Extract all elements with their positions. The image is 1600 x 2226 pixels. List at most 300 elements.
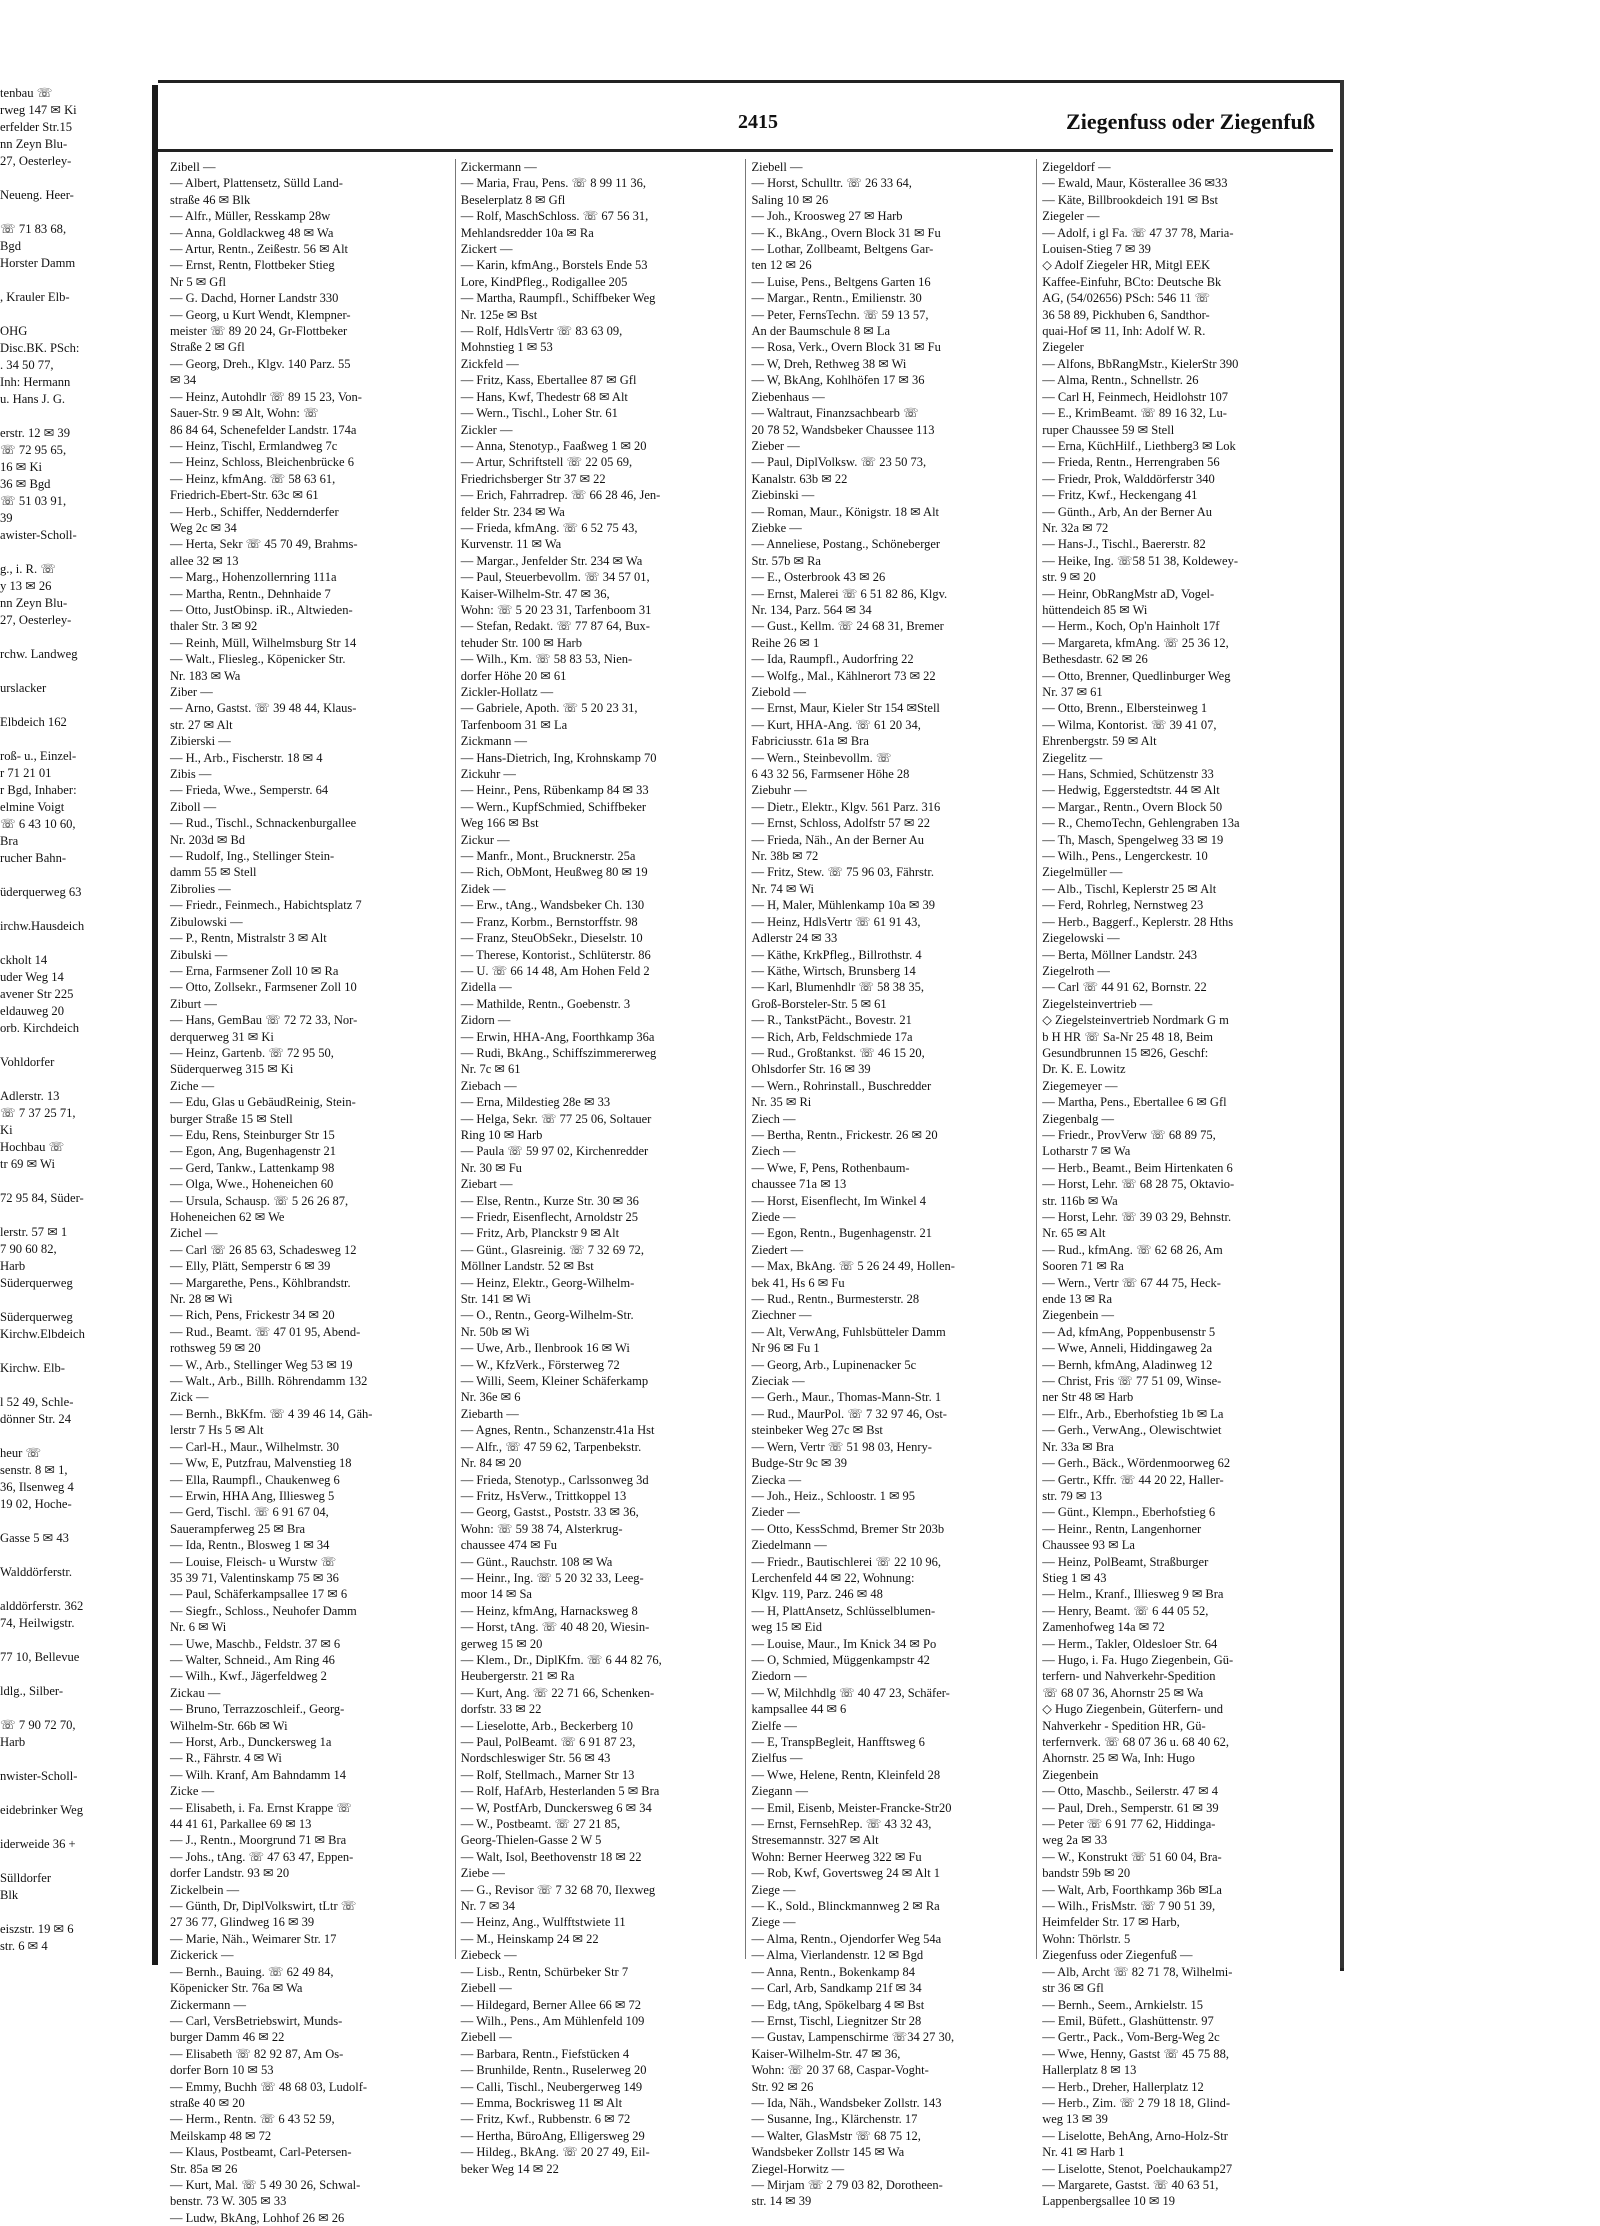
directory-entry-line: — Friedr, Prok, Walddörferstr 340 — [1042, 471, 1215, 486]
directory-entry-line: Ziegemeyer — — [1042, 1078, 1118, 1093]
directory-entry-line: str 36 ✉ Gfl — [1042, 1981, 1104, 1996]
directory-entry-line: 44 41 61, Parkallee 69 ✉ 13 — [170, 1817, 312, 1832]
left-fragment-line — [0, 1700, 150, 1717]
directory-entry-line: 27 36 77, Glindweg 16 ✉ 39 — [170, 1915, 315, 1930]
directory-entry-line: — Gerh., Bäck., Wördenmoorweg 62 — [1042, 1456, 1231, 1471]
directory-entry-line: Zickelbein — — [170, 1882, 240, 1897]
directory-entry-line: Wohn: ☏ 5 20 23 31, Tarfenboom 31 — [460, 602, 652, 617]
left-fragment-line: 7 90 60 82, — [0, 1242, 57, 1256]
directory-entry-line: — Waltraut, Finanzsachbearb ☏ — [751, 406, 919, 421]
directory-entry-line: — Heinr, ObRangMstr aD, Vogel- — [1042, 586, 1215, 601]
left-fragment-line: dönner Str. 24 — [0, 1412, 72, 1426]
directory-entry-line: — Bernh., BkKfm. ☏ 4 39 46 14, Gäh- — [170, 1406, 373, 1421]
directory-entry-line: ◇ Hugo Ziegenbein, Güterfern- und — [1042, 1702, 1223, 1717]
directory-entry-line: — Margarete, Gastst. ☏ 40 63 51, — [1042, 2177, 1219, 2192]
left-fragment-line: ☏ 71 83 68, — [0, 222, 67, 236]
directory-entry-line: Ziegann — — [751, 1784, 809, 1799]
directory-entry-line: quai-Hof ✉ 11, Inh: Adolf W. R. — [1042, 324, 1206, 339]
directory-entry-line: — Wern., Tischl., Loher Str. 61 — [460, 406, 618, 421]
directory-entry-line: — Frieda, kfmAng. ☏ 6 52 75 43, — [460, 520, 638, 535]
directory-entry-line: — Louise, Fleisch- u Wurstw ☏ — [170, 1554, 337, 1569]
directory-entry-line: Zickerick — — [170, 1948, 234, 1963]
directory-entry-line: — Gust., Kellm. ☏ 24 68 31, Bremer — [751, 619, 944, 634]
directory-entry-line: — Bernh, kfmAng, Aladinweg 12 — [1042, 1357, 1213, 1372]
directory-entry-line: Wilhelm-Str. 66b ✉ Wi — [170, 1718, 288, 1733]
directory-entry-line: Nr. 65 ✉ Alt — [1042, 1226, 1106, 1241]
directory-entry-line: weg 15 ✉ Eid — [751, 1620, 823, 1635]
directory-entry-line: — Martha, Raumpfl., Schiffbeker Weg — [460, 291, 656, 306]
directory-entry-line: — E., Osterbrook 43 ✉ 26 — [751, 570, 886, 585]
directory-entry-line: — Otto, KessSchmd, Bremer Str 203b — [751, 1521, 945, 1536]
directory-entry-line: — Erw., tAng., Wandsbeker Ch. 130 — [460, 898, 645, 913]
directory-entry-line: Zidek — — [460, 881, 506, 896]
directory-entry-line: — Heinz, HdlsVertr ☏ 61 91 43, — [751, 914, 921, 929]
directory-entry-line: Dr. K. E. Lowitz — [1042, 1062, 1126, 1077]
directory-entry-line: — Helm., Kranf., Illiesweg 9 ✉ Bra — [1042, 1587, 1224, 1602]
directory-entry-line: ende 13 ✉ Ra — [1042, 1292, 1113, 1307]
left-fragment-line: erstr. 12 ✉ 39 — [0, 426, 71, 440]
left-fragment-line: y 13 ✉ 26 — [0, 579, 52, 593]
left-fragment-line — [0, 629, 150, 646]
left-fragment-line: Harb — [0, 1735, 26, 1749]
left-fragment-line: nn Zeyn Blu- — [0, 596, 68, 610]
directory-entry-line: Ziebart — — [460, 1177, 513, 1192]
directory-entry-line: beker Weg 14 ✉ 22 — [460, 2161, 559, 2176]
left-fragment-line: l 52 49, Schle- — [0, 1395, 74, 1409]
directory-entry-line: dorfer Höhe 20 ✉ 61 — [460, 668, 567, 683]
directory-entry-line: Ziegel-Horwitz — — [751, 2161, 845, 2176]
directory-entry-line: — Rolf, Stellmach., Marner Str 13 — [460, 1767, 635, 1782]
left-fragment-line: uder Weg 14 — [0, 970, 64, 984]
directory-entry-line: — Alfons, BbRangMstr., KielerStr 390 — [1042, 356, 1239, 371]
directory-entry-line: str. 116b ✉ Wa — [1042, 1193, 1118, 1208]
directory-entry-line: Köpenicker Str. 76a ✉ Wa — [170, 1981, 303, 1996]
directory-entry-line: — Fritz, Kwf., Heckengang 41 — [1042, 488, 1198, 503]
directory-entry-line: — Heinr., Ing. ☏ 5 20 32 33, Leeg- — [460, 1570, 644, 1585]
directory-entry-line: Zickau — — [170, 1685, 221, 1700]
directory-entry-line: — Käthe, KrkPfleg., Billrothstr. 4 — [751, 947, 922, 962]
directory-entry-line: Zieciak — — [751, 1374, 805, 1389]
directory-entry-line: Sauer-Str. 9 ✉ Alt, Wohn: ☏ — [170, 406, 319, 421]
page-title: Ziegenfuss oder Ziegenfuß — [1066, 109, 1315, 134]
directory-entry-line: — Hans-Dietrich, Ing, Krohnskamp 70 — [460, 750, 657, 765]
directory-entry-line: Ziebell — — [751, 160, 803, 174]
directory-entry-line: Zickler — — [460, 422, 513, 437]
directory-entry-line: Ziebach — — [460, 1078, 517, 1093]
directory-entry-line: Ziburt — — [170, 996, 217, 1011]
directory-entry-line: — Artur, Rentn., Zeißestr. 56 ✉ Alt — [170, 242, 349, 257]
directory-entry-line: — Rolf, HafArb, Hesterlanden 5 ✉ Bra — [460, 1784, 660, 1799]
directory-entry-line: — Herm., Takler, Oldesloer Str. 64 — [1042, 1636, 1218, 1651]
directory-entry-line: Ziech — — [751, 1111, 796, 1126]
directory-entry-line: — Carl ☏ 26 85 63, Schadesweg 12 — [170, 1242, 357, 1257]
directory-entry-line: — Hertha, BüroAng, Elligersweg 29 — [460, 2128, 645, 2143]
directory-entry-line: — Bruno, Terrazzoschleif., Georg- — [170, 1702, 345, 1717]
left-fragment-line: Adlerstr. 13 — [0, 1089, 60, 1103]
directory-entry-line: Ziegeler — [1042, 340, 1084, 355]
directory-entry-line: Weg 2c ✉ 34 — [170, 520, 237, 535]
directory-entry-line: — Horst, Eisenflecht, Im Winkel 4 — [751, 1193, 927, 1208]
left-fragment-line: 39 — [0, 511, 13, 525]
directory-entry-line: — Alt, VerwAng, Fuhlsbütteler Damm — [751, 1324, 946, 1339]
directory-entry-line: Tarfenboom 31 ✉ La — [460, 717, 568, 732]
directory-entry-line: chaussee 474 ✉ Fu — [460, 1538, 557, 1553]
directory-entry-line: — Rich, Arb, Feldschmiede 17a — [751, 1029, 913, 1044]
directory-entry-line: — Ida, Näh., Wandsbeker Zollstr. 143 — [751, 2095, 942, 2110]
directory-entry-line: Stieg 1 ✉ 43 — [1042, 1570, 1107, 1585]
directory-entry-line: — Carl ☏ 44 91 62, Bornstr. 22 — [1042, 980, 1207, 995]
directory-entry-line: — Hans-J., Tischl., Baererstr. 82 — [1042, 537, 1206, 552]
directory-entry-line: — Anna, Rentn., Bokenkamp 84 — [751, 1964, 915, 1979]
directory-entry-line: — Herb., Zim. ☏ 2 79 18 18, Glind- — [1042, 2095, 1231, 2110]
directory-entry-line: ten 12 ✉ 26 — [751, 258, 812, 273]
directory-entry-line: Sooren 71 ✉ Ra — [1042, 1259, 1124, 1274]
left-fragment-line — [0, 901, 150, 918]
directory-entry-line: — Egon, Ang, Bugenhagenstr 21 — [170, 1144, 336, 1159]
left-fragment-line: avener Str 225 — [0, 987, 74, 1001]
left-fragment-line: Neueng. Heer- — [0, 188, 74, 202]
directory-entry-line: Ziebinski — — [751, 488, 815, 503]
directory-entry-line: — Fritz, Kass, Ebertallee 87 ✉ Gfl — [460, 373, 637, 388]
directory-entry-line: burger Straße 15 ✉ Stell — [170, 1111, 293, 1126]
directory-entry-line: — Rich, ObMont, Heußweg 80 ✉ 19 — [460, 865, 648, 880]
directory-entry-line: — Carl, Arb, Sandkamp 21f ✉ 34 — [751, 1981, 922, 1996]
left-fragment-line — [0, 1819, 150, 1836]
left-fragment-line: iderweide 36 + — [0, 1837, 76, 1851]
directory-entry-line: — Karin, kfmAng., Borstels Ende 53 — [460, 258, 648, 273]
directory-entry-line: ☏ 68 07 36, Ahornstr 25 ✉ Wa — [1042, 1685, 1204, 1700]
directory-entry-line: — Hans, Kwf, Thedestr 68 ✉ Alt — [460, 389, 628, 404]
directory-entry-line: — Rudi, BkAng., Schiffszimmererweg — [460, 1045, 657, 1060]
directory-entry-line: ner Str 48 ✉ Harb — [1042, 1390, 1134, 1405]
directory-entry-line: — Günt., Glasreinig. ☏ 7 32 69 72, — [460, 1242, 645, 1257]
left-fragment-line: senstr. 8 ✉ 1, — [0, 1463, 68, 1477]
page-header — [158, 83, 1333, 145]
directory-entry-line: — Kurt, Ang. ☏ 22 71 66, Schenken- — [460, 1685, 655, 1700]
left-fragment-line — [0, 935, 150, 952]
directory-entry-line: — Rud., Großtankst. ☏ 46 15 20, — [751, 1045, 925, 1060]
directory-entry-line: — Walt, Arb, Foorthkamp 36b ✉La — [1042, 1882, 1222, 1897]
directory-entry-line: — Adolf, i gl Fa. ☏ 47 37 78, Maria- — [1042, 225, 1234, 240]
left-fragment-line: Bgd — [0, 239, 21, 253]
directory-entry-line: Zickur — — [460, 832, 510, 847]
directory-entry-line: Lappenbergsallee 10 ✉ 19 — [1042, 2194, 1175, 2209]
directory-entry-line: — Ida, Rentn., Blosweg 1 ✉ 34 — [170, 1538, 330, 1553]
directory-entry-line: — Liselotte, Stenot, Poelchaukamp27 — [1042, 2161, 1233, 2176]
directory-entry-line: — Gerh., VerwAng., Olewischtwiet — [1042, 1423, 1222, 1438]
directory-entry-line: — Günth., Arb, An der Berner Au — [1042, 504, 1212, 519]
directory-entry-line: tehuder Str. 100 ✉ Harb — [460, 635, 582, 650]
directory-entry-line: Zickermann — — [170, 1997, 247, 2012]
directory-entry-line: — Arno, Gastst. ☏ 39 48 44, Klaus- — [170, 701, 357, 716]
directory-entry-line: — Ernst, Tischl, Liegnitzer Str 28 — [751, 2013, 922, 2028]
directory-entry-line: Nr. 30 ✉ Fu — [460, 1160, 522, 1175]
left-fragment-line — [0, 1071, 150, 1088]
left-fragment-line: rchw. Landweg — [0, 647, 78, 661]
directory-entry-line: — Frieda, Stenotyp., Carlssonweg 3d — [460, 1472, 649, 1487]
directory-entry-line: — Christ, Fris ☏ 77 51 09, Winse- — [1042, 1374, 1222, 1389]
directory-entry-line: 86 84 64, Schenefelder Landstr. 174a — [170, 422, 357, 437]
left-fragment-line: ckholt 14 — [0, 953, 48, 967]
directory-entry-line: Ziege — — [751, 1882, 796, 1897]
directory-entry-line: — Wilh., Pens., Lengerckestr. 10 — [1042, 849, 1208, 864]
directory-entry-line: Ziegenbein — — [1042, 1308, 1115, 1323]
directory-entry-line: Nr. 74 ✉ Wi — [751, 881, 814, 896]
directory-entry-line: — W, Milchhdlg ☏ 40 47 23, Schäfer- — [751, 1685, 950, 1700]
directory-entry-line: — Emma, Bockrisweg 11 ✉ Alt — [460, 2095, 623, 2110]
column-separator — [1036, 159, 1037, 1959]
directory-entry-line: — Heinz, PolBeamt, Straßburger — [1042, 1554, 1209, 1569]
directory-entry-line: Ziebuhr — — [751, 783, 807, 798]
left-fragment-line — [0, 272, 150, 289]
directory-entry-line: — M., Heinskamp 24 ✉ 22 — [460, 1931, 599, 1946]
left-fragment-line: Inh: Hermann — [0, 375, 71, 389]
directory-entry-line: — Bertha, Rentn., Frickestr. 26 ✉ 20 — [751, 1127, 938, 1142]
directory-entry-line: — Herb., Baggerf., Keplerstr. 28 Hths — [1042, 914, 1234, 929]
directory-entry-line: — Hugo, i. Fa. Hugo Ziegenbein, Gü- — [1042, 1652, 1234, 1667]
directory-entry-line: Ziegenfuss oder Ziegenfuß — — [1042, 1948, 1193, 1963]
directory-entry-line: Bethesdastr. 62 ✉ 26 — [1042, 652, 1148, 667]
directory-entry-line: Georg-Thielen-Gasse 2 W 5 — [460, 1833, 602, 1848]
directory-entry-line: — Günt., Klempn., Eberhofstieg 6 — [1042, 1505, 1216, 1520]
directory-entry-line: Zickler-Hollatz — — [460, 685, 554, 699]
directory-entry-line: str. 14 ✉ 39 — [751, 2194, 812, 2209]
directory-entry-line: — Alma, Vierlandenstr. 12 ✉ Bgd — [751, 1948, 924, 1963]
directory-entry-line: Nr 96 ✉ Fu 1 — [751, 1341, 820, 1356]
left-fragment-line: 36, Ilsenweg 4 — [0, 1480, 74, 1494]
left-fragment-line: Horster Damm — [0, 256, 76, 270]
directory-entry-line: benstr. 73 W. 305 ✉ 33 — [170, 2194, 287, 2209]
directory-entry-line: — Günt., Rauchstr. 108 ✉ Wa — [460, 1554, 613, 1569]
directory-entry-line: — Paul, DiplVolksw. ☏ 23 50 73, — [751, 455, 927, 470]
directory-entry-line: — Kurt, Mal. ☏ 5 49 30 26, Schwal- — [170, 2177, 361, 2192]
directory-entry-line: — Horst, Arb., Dunckersweg 1a — [170, 1735, 332, 1749]
directory-entry-line: — Heinz, Tischl, Ermlandweg 7c — [170, 438, 338, 453]
directory-entry-line: Friedrichsberger Str 37 ✉ 22 — [460, 471, 606, 486]
directory-entry-line: — Friedr, Eisenflecht, Arnoldstr 25 — [460, 1210, 638, 1224]
left-fragment-line — [0, 1904, 150, 1921]
directory-entry-line: — Erna, Mildestieg 28e ✉ 33 — [460, 1095, 611, 1110]
directory-entry-line: — Marie, Näh., Weimarer Str. 17 — [170, 1931, 337, 1946]
directory-entry-line: — Edu, Glas u GebäudReinig, Stein- — [170, 1095, 356, 1110]
column-separator — [745, 159, 746, 1959]
directory-entry-line: Stresemannstr. 327 ✉ Alt — [751, 1833, 879, 1848]
directory-entry-line: — Gerh., Maur., Thomas-Mann-Str. 1 — [751, 1390, 942, 1405]
directory-entry-line: Kurvenstr. 11 ✉ Wa — [460, 537, 562, 552]
directory-entry-line: — Frieda, Rentn., Herrengraben 56 — [1042, 455, 1220, 470]
directory-entry-line: Wohn: Thörlstr. 5 — [1042, 1931, 1131, 1946]
directory-entry-line: — Emil, Büfett., Glashüttenstr. 97 — [1042, 2013, 1214, 2028]
directory-columns — [166, 159, 1326, 2225]
directory-entry-line: Nr. 134, Parz. 564 ✉ 34 — [751, 602, 872, 617]
directory-entry-line: Süderquerweg 315 ✉ Ki — [170, 1062, 294, 1077]
directory-entry-line: — Erich, Fahrradrep. ☏ 66 28 46, Jen- — [460, 488, 661, 503]
directory-entry-line: moor 14 ✉ Sa — [460, 1587, 532, 1602]
directory-entry-line: — Georg, Dreh., Klgv. 140 Parz. 55 — [170, 356, 351, 371]
left-fragment-line — [0, 1581, 150, 1598]
left-fragment-line: u. Hans J. G. — [0, 392, 66, 406]
directory-entry-line: Kaiser-Wilhelm-Str. 47 ✉ 36, — [751, 2046, 901, 2061]
directory-entry-line: derquerweg 31 ✉ Ki — [170, 1029, 274, 1044]
directory-entry-line: — Horst, Schulltr. ☏ 26 33 64, — [751, 176, 912, 191]
directory-entry-line: — Margar., Rentn., Emilienstr. 30 — [751, 291, 922, 306]
directory-entry-line: — J., Rentn., Moorgrund 71 ✉ Bra — [170, 1833, 347, 1848]
directory-entry-line: ◇ Adolf Ziegeler HR, Mitgl EEK — [1042, 258, 1211, 273]
directory-entry-line: — Georg, u Kurt Wendt, Klempner- — [170, 307, 351, 322]
directory-entry-line: — W., Postbeamt. ☏ 27 21 85, — [460, 1817, 621, 1832]
directory-entry-line: — Heinz, Schloss, Bleichenbrücke 6 — [170, 455, 354, 470]
directory-entry-line: — Paul, PolBeamt. ☏ 6 91 87 23, — [460, 1735, 636, 1749]
directory-entry-line: — Berta, Möllner Landstr. 243 — [1042, 947, 1198, 962]
directory-entry-line: Ziegenbalg — — [1042, 1111, 1115, 1126]
directory-column-2 — [457, 159, 745, 2176]
left-fragment-line — [0, 697, 150, 714]
directory-entry-line: — Ernst, Schloss, Adolfstr 57 ✉ 22 — [751, 816, 931, 831]
directory-entry-line: — Klaus, Postbeamt, Carl-Petersen- — [170, 2145, 352, 2160]
directory-entry-line: Ohlsdorfer Str. 16 ✉ 39 — [751, 1062, 871, 1077]
directory-entry-line: — Lieselotte, Arb., Beckerberg 10 — [460, 1718, 634, 1733]
left-fragment-line: rucher Bahn- — [0, 851, 67, 865]
directory-entry-line: hüttendeich 85 ✉ Wi — [1042, 602, 1148, 617]
directory-entry-line: — Rud., Rentn., Burmesterstr. 28 — [751, 1292, 920, 1307]
left-page-fragment — [0, 85, 158, 1965]
directory-entry-line: — W, PostfArb, Dunckersweg 6 ✉ 34 — [460, 1800, 652, 1815]
left-fragment-line: , Krauler Elb- — [0, 290, 70, 304]
left-fragment-line: lerstr. 57 ✉ 1 — [0, 1225, 68, 1239]
directory-entry-line: Ziechner — — [751, 1308, 812, 1323]
directory-entry-line: Klgv. 119, Parz. 246 ✉ 48 — [751, 1587, 883, 1602]
directory-entry-line: Ziegelroth — — [1042, 963, 1110, 978]
directory-entry-line: — Margar., Jenfelder Str. 234 ✉ Wa — [460, 553, 643, 568]
directory-entry-line: Ziebke — — [751, 520, 802, 535]
directory-entry-line: steinbeker Weg 27c ✉ Bst — [751, 1423, 883, 1438]
directory-entry-line: ruper Chaussee 59 ✉ Stell — [1042, 422, 1175, 437]
directory-entry-line: — Elisabeth, i. Fa. Ernst Krappe ☏ — [170, 1800, 352, 1815]
directory-entry-line: — Johs., tAng. ☏ 47 63 47, Eppen- — [170, 1849, 354, 1864]
directory-entry-line: chaussee 71a ✉ 13 — [751, 1177, 847, 1192]
directory-entry-line: Ziegelowski — — [1042, 931, 1120, 946]
directory-entry-line: weg 2a ✉ 33 — [1042, 1833, 1108, 1848]
directory-entry-line: Nordschleswiger Str. 56 ✉ 43 — [460, 1751, 611, 1766]
directory-entry-line: Zidella — — [460, 980, 512, 995]
directory-entry-line: — Roman, Maur., Königstr. 18 ✉ Alt — [751, 504, 940, 519]
left-fragment-line: ☏ 7 37 25 71, — [0, 1106, 76, 1120]
left-fragment-line: alddörferstr. 362 — [0, 1599, 84, 1613]
directory-entry-line: Ziebeck — — [460, 1948, 517, 1963]
directory-entry-line: — Otto, Brenner, Quedlinburger Weg — [1042, 668, 1231, 683]
left-fragment-line: 36 ✉ Bgd — [0, 477, 51, 491]
directory-entry-line: — Heinz, kfmAng. ☏ 58 63 61, — [170, 471, 336, 486]
directory-entry-line: — Heinz, Autohdlr ☏ 89 15 23, Von- — [170, 389, 362, 404]
directory-entry-line: Wohn: ☏ 59 38 74, Alsterkrug- — [460, 1521, 623, 1536]
left-fragment-line: Süderquerweg — [0, 1310, 73, 1324]
directory-entry-line: — Barbara, Rentn., Fiefstücken 4 — [460, 2046, 630, 2061]
directory-entry-line: Nr. 203d ✉ Bd — [170, 832, 246, 847]
directory-entry-line: Straße 2 ✉ Gfl — [170, 340, 245, 355]
directory-entry-line: — W., Arb., Stellinger Weg 53 ✉ 19 — [170, 1357, 353, 1372]
directory-entry-line: Mohnstieg 1 ✉ 53 — [460, 340, 553, 355]
directory-entry-line: Nr. 28 ✉ Wi — [170, 1292, 233, 1307]
directory-entry-line: Nr 5 ✉ Gfl — [170, 274, 226, 289]
directory-entry-line: Ziecka — — [751, 1472, 802, 1487]
directory-entry-line: — Rich, Pens, Frickestr 34 ✉ 20 — [170, 1308, 335, 1323]
directory-entry-line: — Walter, GlasMstr ☏ 68 75 12, — [751, 2128, 921, 2143]
directory-entry-line: — Liselotte, BehAng, Arno-Holz-Str — [1042, 2128, 1228, 2143]
directory-entry-line: Zicke — — [170, 1784, 215, 1799]
left-fragment-line: üderquerweg 63 — [0, 885, 82, 899]
directory-entry-line: — Wern., Rohrinstall., Buschredder — [751, 1078, 932, 1093]
directory-entry-line: dorfstr. 33 ✉ 22 — [460, 1702, 542, 1717]
directory-entry-line: — Calli, Tischl., Neubergerweg 149 — [460, 2079, 643, 2094]
left-fragment-line: 27, Oesterley- — [0, 154, 72, 168]
directory-entry-line: — Maria, Frau, Pens. ☏ 8 99 11 36, — [460, 176, 647, 191]
directory-entry-line: — Hildeg., BkAng. ☏ 20 27 49, Eil- — [460, 2145, 650, 2160]
directory-entry-line: — Susanne, Ing., Klärchenstr. 17 — [751, 2112, 918, 2127]
directory-entry-line: Ziedorn — — [751, 1669, 807, 1684]
directory-entry-line: — Georg, Gastst., Poststr. 33 ✉ 36, — [460, 1505, 639, 1520]
directory-entry-line: — H, Maler, Mühlenkamp 10a ✉ 39 — [751, 898, 936, 913]
directory-entry-line: Ziech — — [751, 1144, 796, 1159]
directory-entry-line: Lerchenfeld 44 ✉ 22, Wohnung: — [751, 1570, 915, 1585]
directory-entry-line: — W, BkAng, Kohlhöfen 17 ✉ 36 — [751, 373, 925, 388]
directory-entry-line: kampsallee 44 ✉ 6 — [751, 1702, 847, 1717]
directory-entry-line: Zibulski — — [170, 947, 228, 962]
directory-entry-line: — Uwe, Arb., Ilenbrook 16 ✉ Wi — [460, 1341, 630, 1356]
directory-entry-line: — Klem., Dr., DiplKfm. ☏ 6 44 82 76, — [460, 1652, 662, 1667]
directory-entry-line: — Carl-H., Maur., Wilhelmstr. 30 — [170, 1439, 340, 1454]
scan-edge — [1340, 80, 1344, 1968]
directory-entry-line: — Wilh. Kranf, Am Bahndamm 14 — [170, 1767, 346, 1782]
directory-entry-line: — Max, BkAng. ☏ 5 26 24 49, Hollen- — [751, 1259, 955, 1274]
directory-entry-line: Nr. 50b ✉ Wi — [460, 1324, 530, 1339]
directory-entry-line: Nr. 183 ✉ Wa — [170, 668, 241, 683]
directory-entry-line: — Ella, Raumpfl., Chaukenweg 6 — [170, 1472, 340, 1487]
directory-entry-line: Ziedert — — [751, 1242, 804, 1257]
directory-entry-line: dorfer Born 10 ✉ 53 — [170, 2063, 274, 2078]
directory-entry-line: — Margar., Rentn., Overn Block 50 — [1042, 799, 1223, 814]
directory-entry-line: — Artur, Schriftstell ☏ 22 05 69, — [460, 455, 633, 470]
directory-entry-line: — G., Revisor ☏ 7 32 68 70, Ilexweg — [460, 1882, 656, 1897]
left-fragment-line: heur ☏ — [0, 1446, 42, 1460]
directory-entry-line: — Horst, tAng. ☏ 40 48 20, Wiesin- — [460, 1620, 650, 1635]
directory-entry-line: — Herb., Dreher, Hallerplatz 12 — [1042, 2079, 1204, 2094]
directory-entry-line: — Elly, Plätt, Semperstr 6 ✉ 39 — [170, 1259, 331, 1274]
directory-entry-line: — Manfr., Mont., Brucknerstr. 25a — [460, 849, 636, 864]
directory-entry-line: Weg 166 ✉ Bst — [460, 816, 539, 831]
left-fragment-line: eldauweg 20 — [0, 1004, 64, 1018]
directory-entry-line: — Anneliese, Postang., Schöneberger — [751, 537, 941, 552]
directory-entry-line: Nahverkehr - Spedition HR, Gü- — [1042, 1718, 1206, 1733]
directory-entry-line: Ziboll — — [170, 799, 217, 814]
directory-entry-line: straße 40 ✉ 20 — [170, 2095, 245, 2110]
directory-entry-line: — Herta, Sekr ☏ 45 70 49, Brahms- — [170, 537, 358, 552]
left-fragment-line: ☏ 51 03 91, — [0, 494, 67, 508]
directory-entry-line: str. 79 ✉ 13 — [1042, 1488, 1102, 1503]
directory-entry-line: — Ludw, BkAng, Lohhof 26 ✉ 26 — [170, 2210, 345, 2225]
directory-entry-line: — Wern., Steinbevollm. ☏ — [751, 750, 892, 765]
directory-entry-line: — Elfr., Arb., Eberhofstieg 1b ✉ La — [1042, 1406, 1224, 1421]
directory-entry-line: Zibrolies — — [170, 881, 231, 896]
left-fragment-line — [0, 1751, 150, 1768]
directory-entry-line: ◇ Ziegelsteinvertrieb Nordmark G m — [1042, 1013, 1229, 1028]
directory-entry-line: — Georg, Arb., Lupinenacker 5c — [751, 1357, 917, 1372]
directory-entry-line: — W, Dreh, Rethweg 38 ✉ Wi — [751, 356, 907, 371]
directory-entry-line: — Wilma, Kontorist. ☏ 39 41 07, — [1042, 717, 1217, 732]
directory-entry-line: — Paul, Steuerbevollm. ☏ 34 57 01, — [460, 570, 650, 585]
left-fragment-line: Sülldorfer — [0, 1871, 52, 1885]
directory-entry-line: — Rudolf, Ing., Stellinger Stein- — [170, 849, 335, 864]
directory-entry-line: — Ww, E, Putzfrau, Malvenstieg 18 — [170, 1456, 352, 1471]
